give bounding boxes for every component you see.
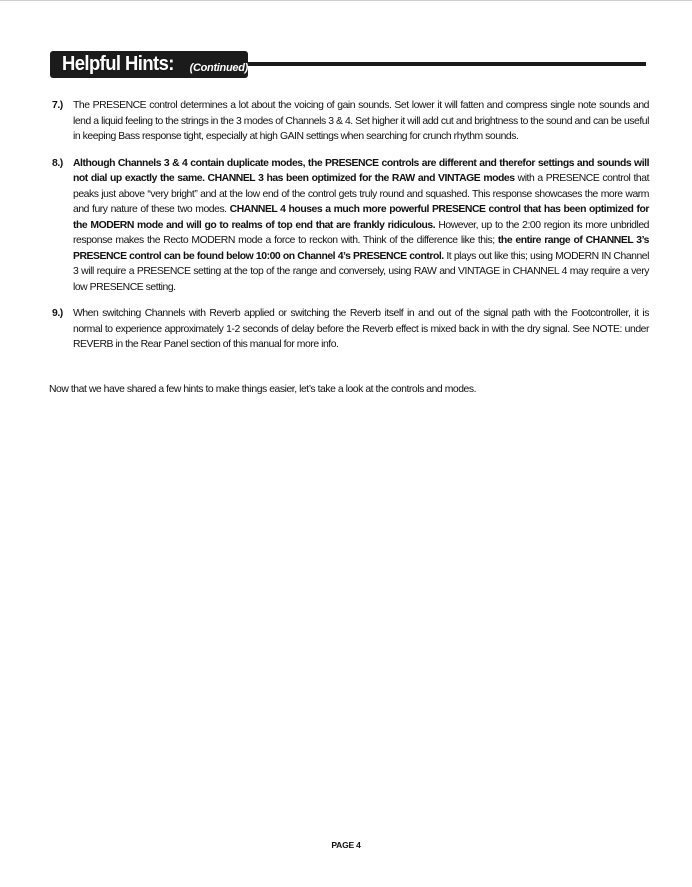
hint-list (49, 98, 649, 364)
hint-number: 8.) (52, 157, 63, 169)
hint-text (73, 158, 649, 293)
hint-item-9 (49, 306, 649, 353)
section-title: Helpful Hints: (62, 53, 174, 75)
section-header (50, 51, 646, 78)
header-rule (248, 62, 646, 66)
hint-item-7 (49, 98, 649, 145)
hint-text-segment: with a PRESENCE control that peaks just above “very bright” and at the low end of the control gets truly round and squashed. This response showcases the more warm and fury nature of these two modes. (73, 173, 650, 215)
hint-number: 7.) (52, 100, 63, 111)
hint-number: 9.) (52, 308, 63, 319)
hint-text-bold-segment: Although Channels 3 & 4 contain duplicate modes, the PRESENCE controls are different and therefor settings and sounds will not dial up exactly the same. CHANNEL 3 has been optimized for the RAW and VINTAGE modes (73, 157, 649, 184)
hint-text-bold-segment: CHANNEL 4 houses a much more powerful PRESENCE control that has been optimized for the MODERN mode and will go to realms of top end that are frankly ridiculous. (73, 204, 649, 231)
hint-text-segment: It plays out like this; using MODERN IN Channel 3 will require a PRESENCE setting at the top of the range and conversely, using RAW and VINTAGE in CHANNEL 4 may require a very low PRESENCE setting. (73, 250, 649, 293)
hint-text (73, 308, 649, 350)
page-number: PAGE 4 (331, 840, 361, 850)
hint-text-segment: When switching Channels with Reverb applied or switching the Reverb itself in and out of the signal path with the Footcontroller, it is normal to experience approximately 1-2 seconds of delay before the Reverb effect is mixed back in with the dry signal. See NOTE: under REVERB in the Rear Panel section of this manual for more info. (73, 308, 649, 350)
hint-text (73, 100, 649, 142)
hint-text-bold-segment: the entire range of CHANNEL 3’s PRESENCE control can be found below 10:00 on Channel 4’s PRESENCE control. (73, 235, 649, 262)
section-header-badge (50, 51, 248, 78)
hint-item-8 (49, 156, 649, 296)
hint-text-segment: However, up to the 2:00 region its more unbridled response makes the Recto MODERN mode a force to reckon with. Think of the difference like this; (73, 219, 649, 246)
section-subtitle: (Continued) (189, 61, 248, 74)
closing-paragraph: Now that we have shared a few hints to make things easier, let’s take a look at the controls and modes. (49, 384, 477, 395)
hint-text-segment: The PRESENCE control determines a lot about the voicing of gain sounds. Set lower it will fatten and compress single note sounds and lend a liquid feeling to the strings in the 3 modes of Channels 3 & 4. Set higher it will add cut and brightness to the sound and can be useful in keeping Bass response tight, especially at high GAIN settings when searching for crunch rhythm sounds. (73, 100, 649, 142)
